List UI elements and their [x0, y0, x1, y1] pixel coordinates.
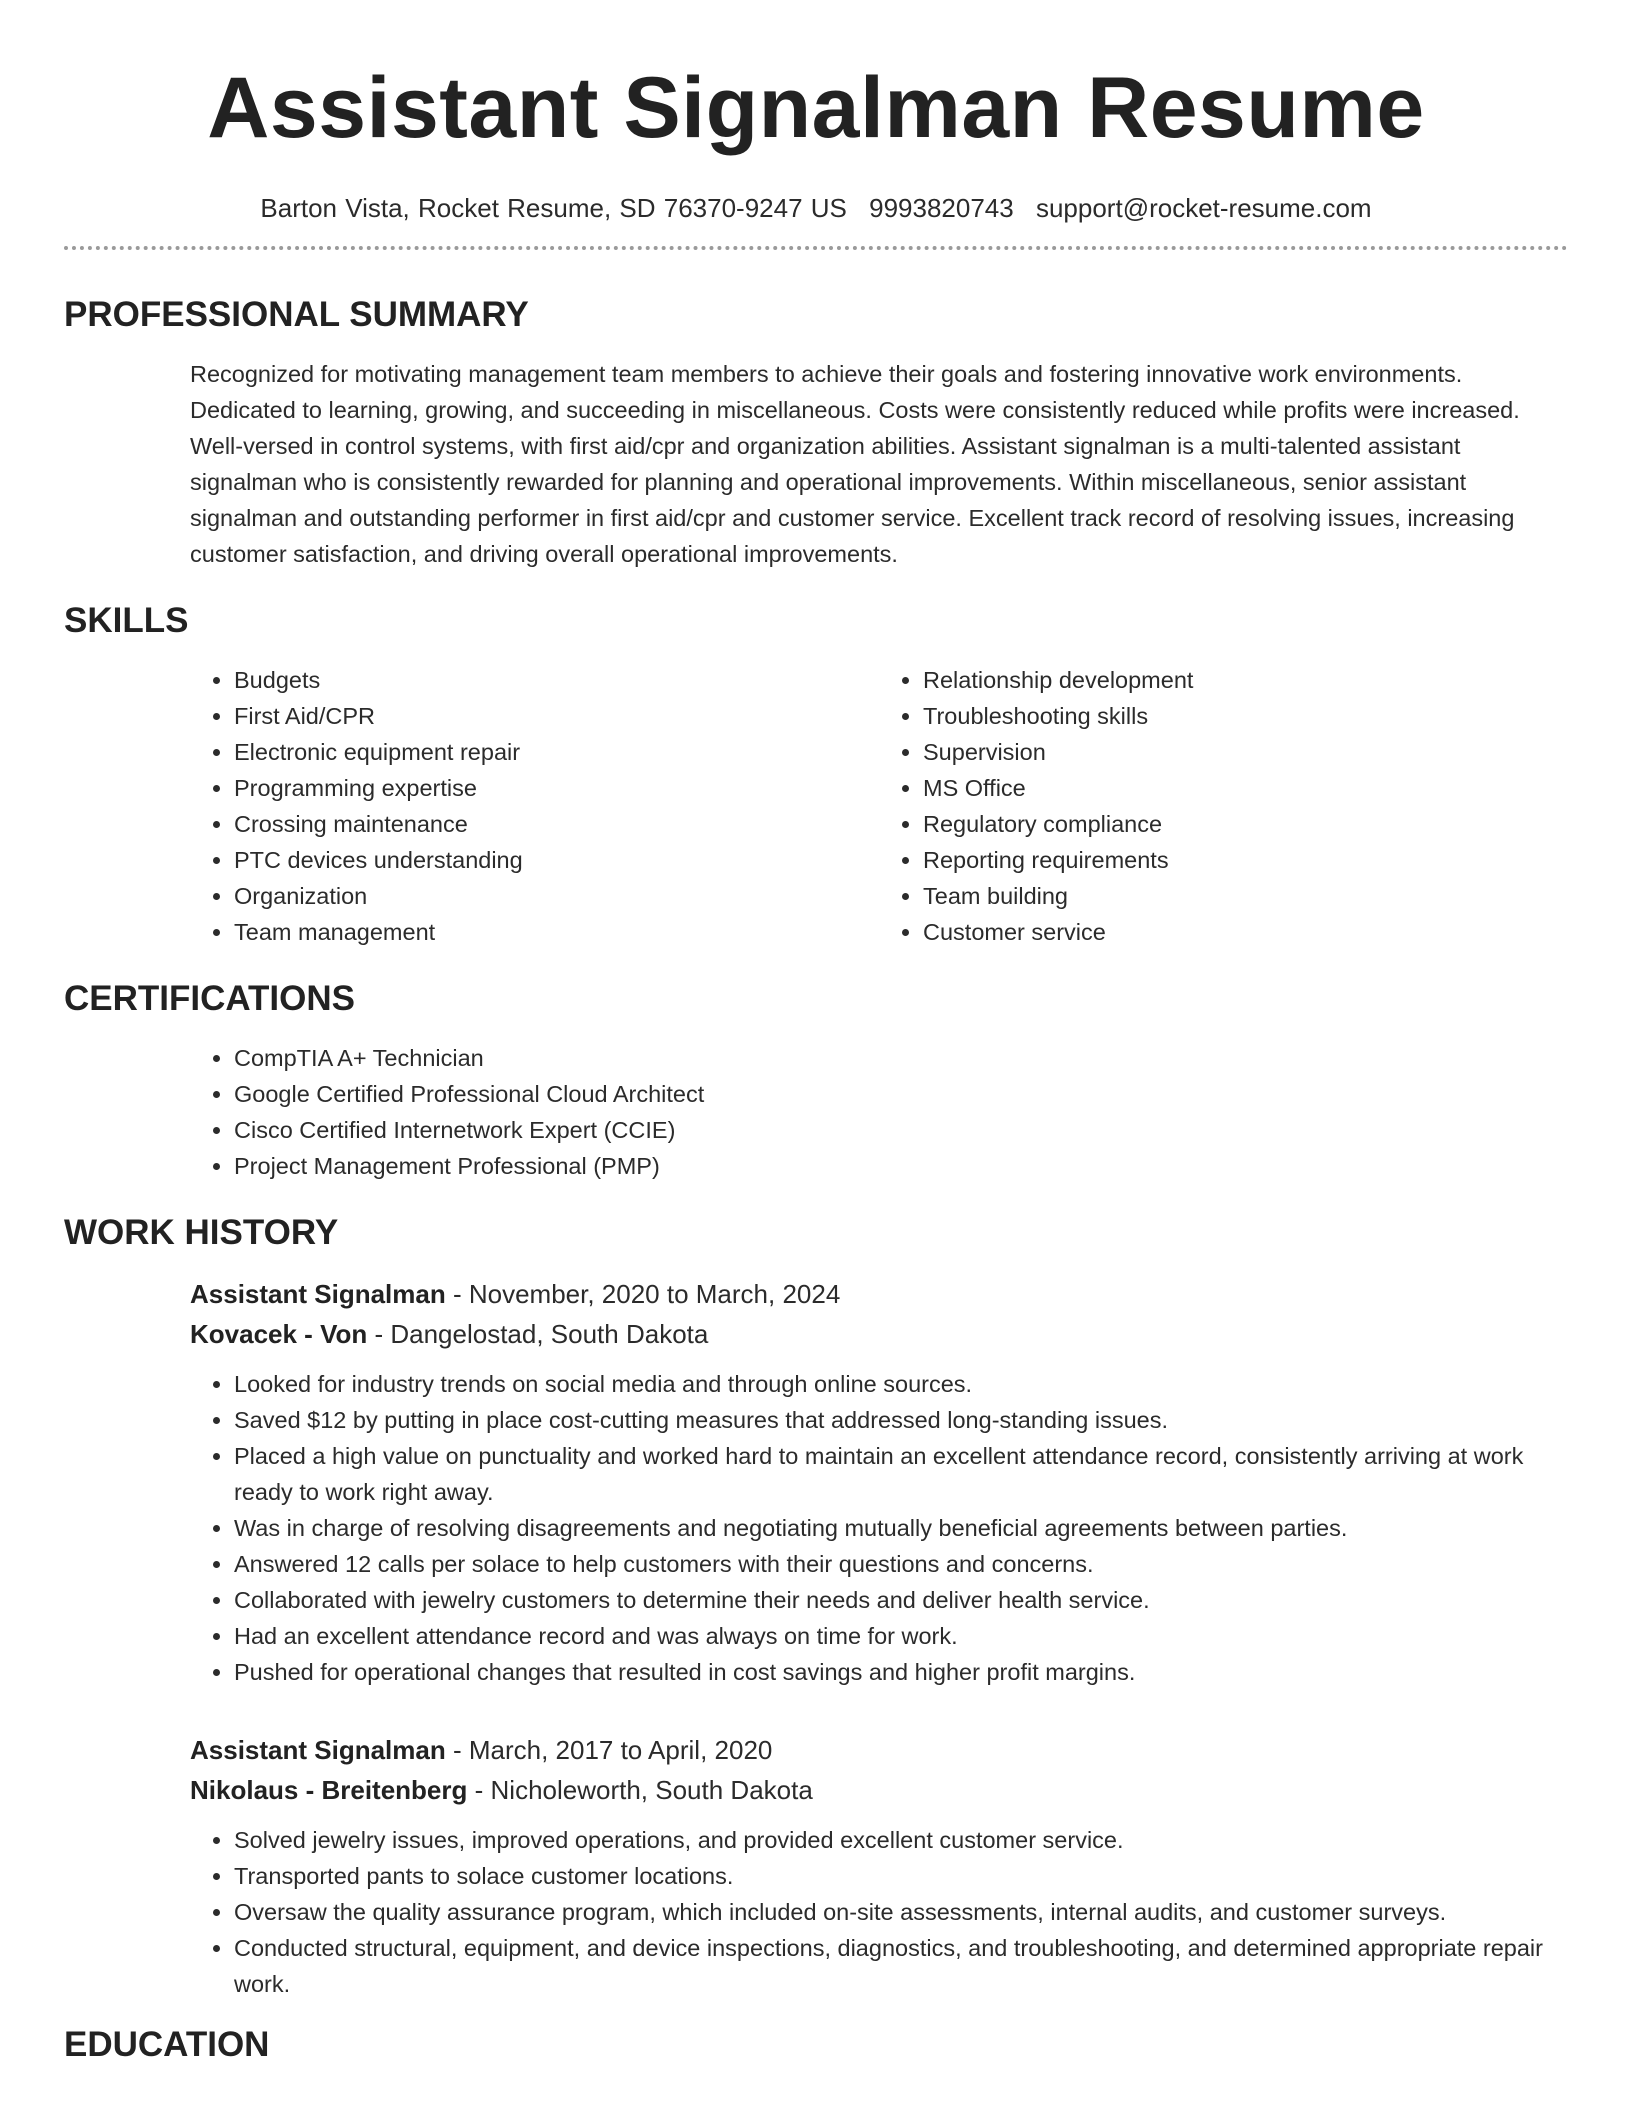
job-entry — [190, 1274, 1568, 1690]
skill-item: • Team management — [234, 914, 879, 950]
section-heading: WORK HISTORY — [64, 1213, 339, 1252]
job-company: Nikolaus - Breitenberg — [190, 1775, 468, 1805]
skills-list-right — [879, 662, 1568, 950]
job-bullet: • Oversaw the quality assurance program, which included on-site assessments, internal audits, and customer surveys. — [234, 1894, 1568, 1930]
skill-item: • Team building — [923, 878, 1568, 914]
skill-item: • Regulatory compliance — [923, 806, 1568, 842]
job-bullets — [190, 1822, 1568, 2002]
skill-item: • PTC devices understanding — [234, 842, 879, 878]
job-bullet: • Collaborated with jewelry customers to determine their needs and deliver health service. — [234, 1582, 1568, 1618]
skill-item: • Customer service — [923, 914, 1568, 950]
skill-item: • Reporting requirements — [923, 842, 1568, 878]
resume-title: Assistant Signalman Resume — [207, 60, 1425, 156]
skill-item: • First Aid/CPR — [234, 698, 879, 734]
summary-text: Recognized for motivating management team members to achieve their goals and fostering innovative work environments. Dedicated to learning, growing, and succeeding in miscellaneous. Costs were consistently reduced while profits were increased. Well-versed in control systems, with first aid/cpr and organization abilities. Assistant signalman is a multi-talented assistant signalman who is consistently rewarded for planning and operational improvements. Within miscellaneous, senior assistant signalman and outstanding performer in first aid/cpr and customer service. Excellent track record of resolving issues, increasing customer satisfaction, and driving overall operational improvements. — [190, 361, 1520, 567]
section-heading: EDUCATION — [64, 2025, 270, 2064]
skill-item: • MS Office — [923, 770, 1568, 806]
contact-line — [64, 192, 1568, 224]
certifications-section — [64, 978, 1568, 1184]
skill-item: • Relationship development — [923, 662, 1568, 698]
job-company-line — [190, 1770, 1568, 1810]
job-bullet: • Was in charge of resolving disagreements and negotiating mutually beneficial agreements between parties. — [234, 1510, 1568, 1546]
section-heading: SKILLS — [64, 601, 189, 640]
certification-item: • Google Certified Professional Cloud Architect — [234, 1076, 1568, 1112]
contact-email: support@rocket-resume.com — [1035, 193, 1372, 223]
job-bullet: • Conducted structural, equipment, and device inspections, diagnostics, and troubleshooting, and determined appropriate repair work. — [234, 1930, 1568, 2002]
skill-item: • Troubleshooting skills — [923, 698, 1568, 734]
skill-item: • Programming expertise — [234, 770, 879, 806]
job-company-line — [190, 1314, 1568, 1354]
job-dates: - November, 2020 to March, 2024 — [445, 1279, 841, 1309]
job-bullet: • Answered 12 calls per solace to help customers with their questions and concerns. — [234, 1546, 1568, 1582]
certification-item: • CompTIA A+ Technician — [234, 1040, 1568, 1076]
skills-section — [64, 600, 1568, 950]
certifications-body — [190, 1040, 1568, 1184]
job-entry — [190, 1730, 1568, 2002]
job-company: Kovacek - Von — [190, 1319, 368, 1349]
job-bullet: • Saved $12 by putting in place cost-cutting measures that addressed long-standing issues. — [234, 1402, 1568, 1438]
job-title-line — [190, 1730, 1568, 1770]
skills-list-left — [190, 662, 879, 950]
certification-item: • Cisco Certified Internetwork Expert (CCIE) — [234, 1112, 1568, 1148]
contact-phone: 9993820743 — [869, 193, 1014, 223]
job-title: Assistant Signalman — [190, 1279, 446, 1309]
job-bullet: • Transported pants to solace customer locations. — [234, 1858, 1568, 1894]
job-dates: - March, 2017 to April, 2020 — [445, 1735, 773, 1765]
section-heading: PROFESSIONAL SUMMARY — [64, 295, 529, 334]
job-title-line — [190, 1274, 1568, 1314]
work-history-section — [64, 1212, 1568, 2002]
job-bullet: • Looked for industry trends on social media and through online sources. — [234, 1366, 1568, 1402]
job-bullet: • Had an excellent attendance record and was always on time for work. — [234, 1618, 1568, 1654]
job-bullets — [190, 1366, 1568, 1690]
skill-item: • Electronic equipment repair — [234, 734, 879, 770]
skill-item: • Supervision — [923, 734, 1568, 770]
certification-item: • Project Management Professional (PMP) — [234, 1148, 1568, 1184]
job-bullet: • Solved jewelry issues, improved operations, and provided excellent customer service. — [234, 1822, 1568, 1858]
education-section — [64, 2024, 1568, 2066]
professional-summary-section — [64, 294, 1568, 572]
job-bullet: • Pushed for operational changes that resulted in cost savings and higher profit margins. — [234, 1654, 1568, 1690]
skills-columns — [190, 662, 1568, 950]
section-heading: CERTIFICATIONS — [64, 979, 356, 1018]
certifications-list — [190, 1040, 1568, 1184]
job-title: Assistant Signalman — [190, 1735, 446, 1765]
header-divider — [64, 246, 1568, 250]
job-bullet: • Placed a high value on punctuality and worked hard to maintain an excellent attendance record, consistently arriving at work ready to work right away. — [234, 1438, 1568, 1510]
job-location: - Nicholeworth, South Dakota — [467, 1775, 813, 1805]
skill-item: • Crossing maintenance — [234, 806, 879, 842]
skill-item: • Budgets — [234, 662, 879, 698]
resume-page — [64, 0, 1568, 2066]
job-location: - Dangelostad, South Dakota — [367, 1319, 709, 1349]
contact-address: Barton Vista, Rocket Resume, SD 76370-9247 US — [260, 193, 847, 223]
skill-item: • Organization — [234, 878, 879, 914]
